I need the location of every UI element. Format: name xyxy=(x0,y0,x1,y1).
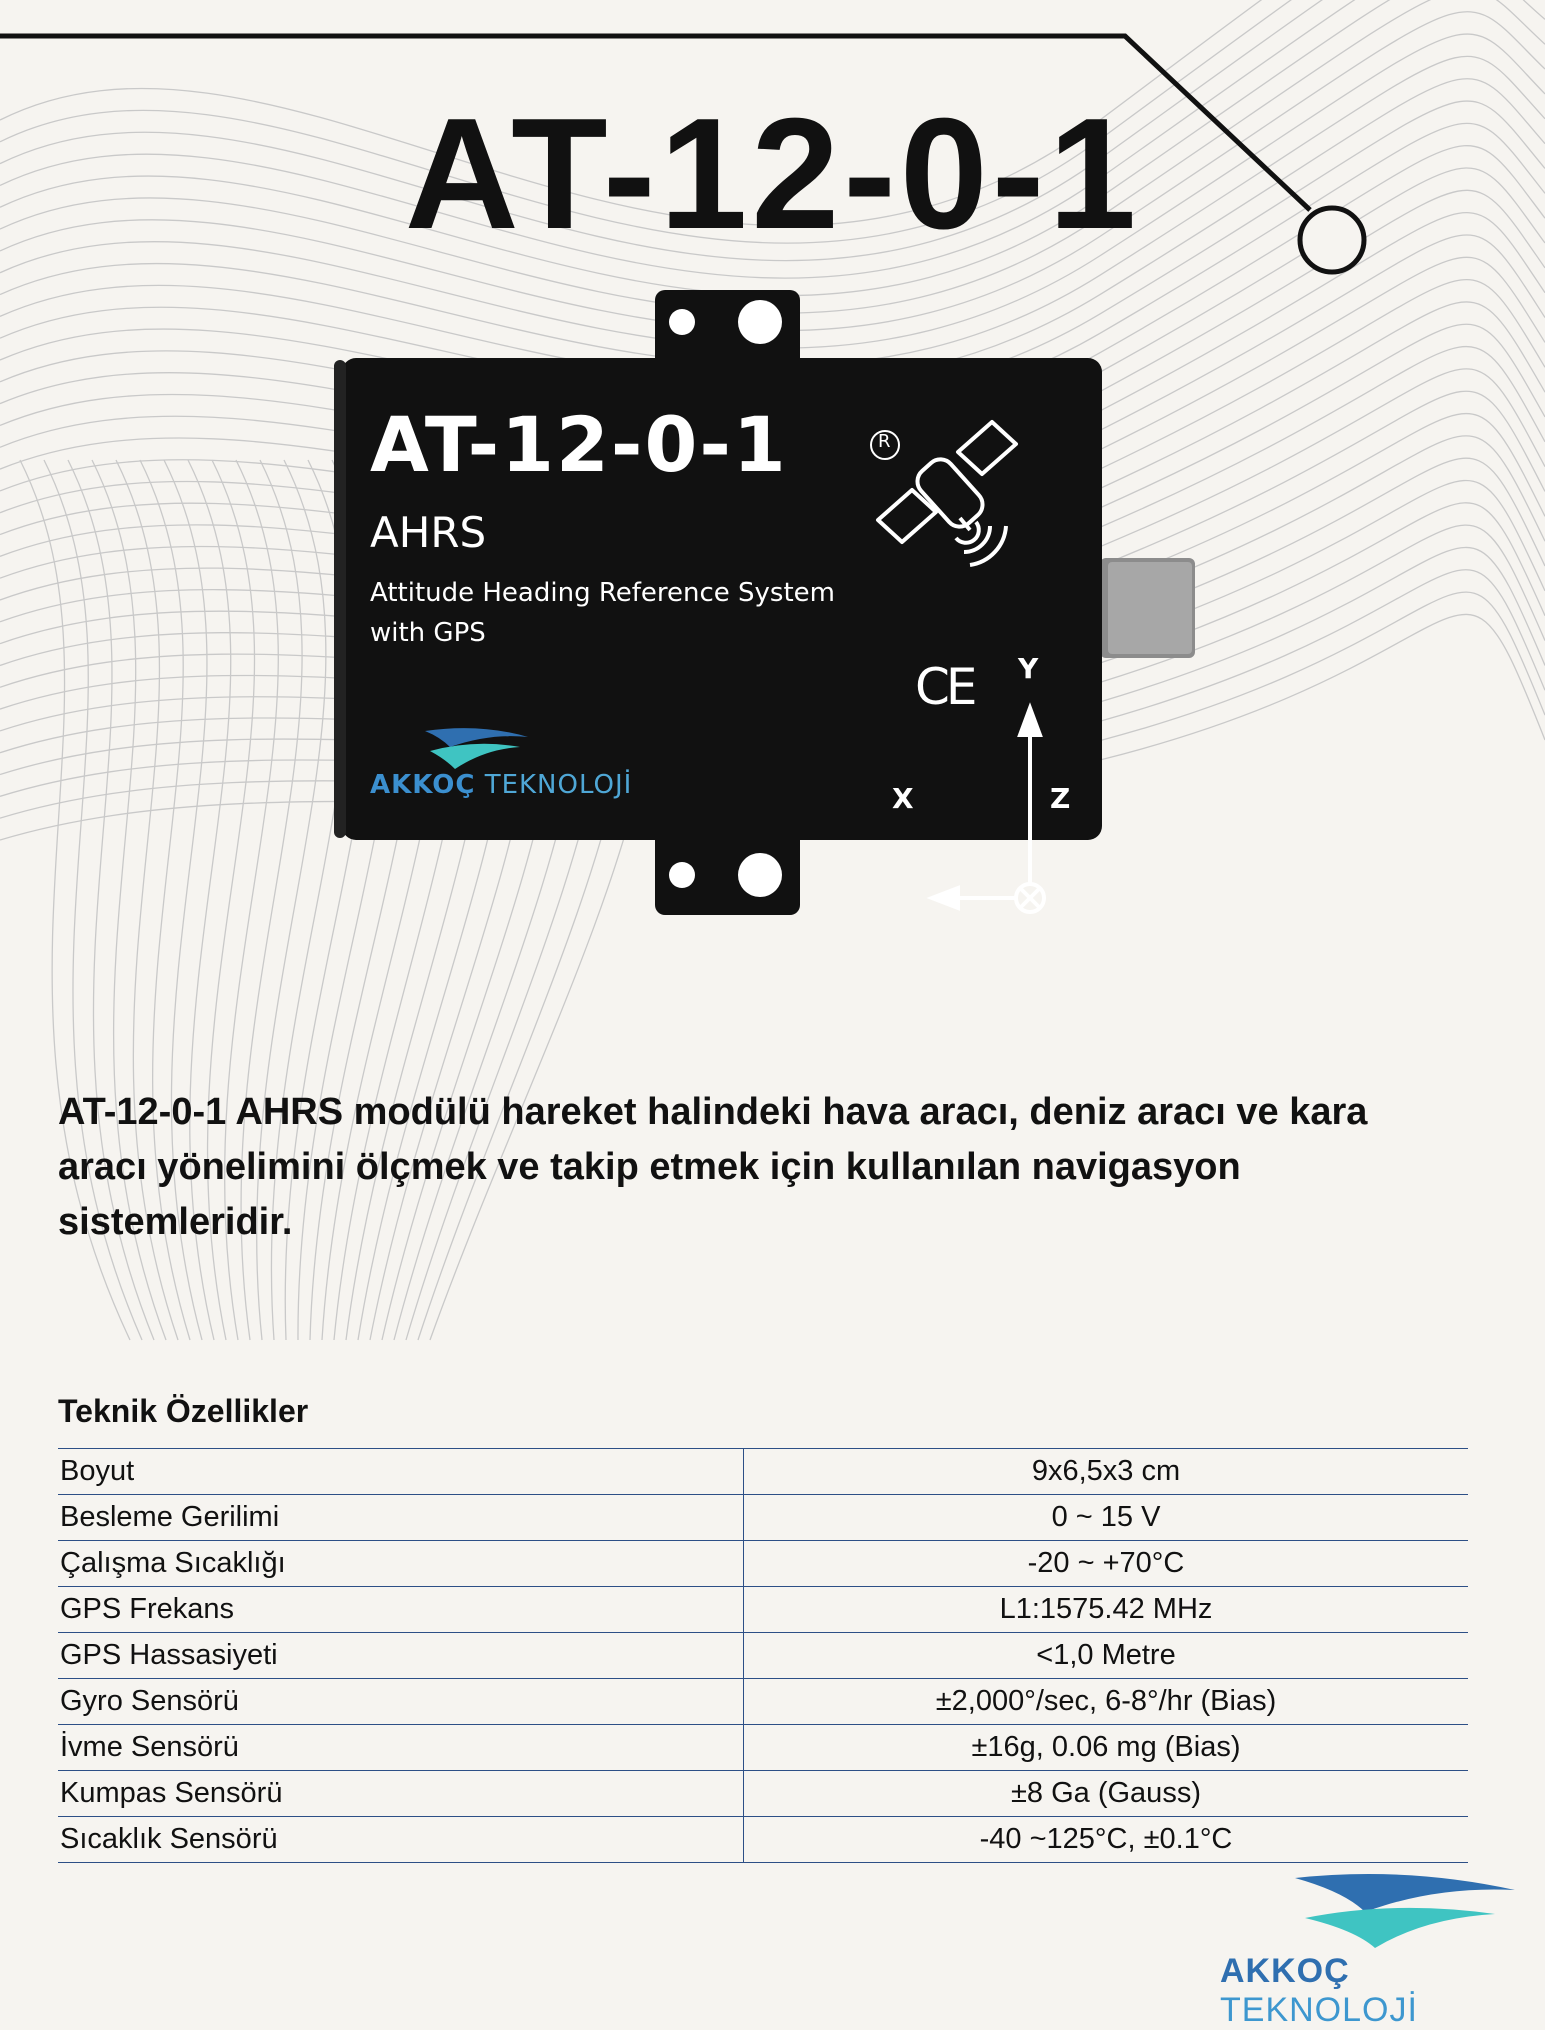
axis-x-label: X xyxy=(892,782,914,815)
table-row xyxy=(58,1541,1468,1587)
table-row xyxy=(58,1817,1468,1863)
spec-label: GPS Frekans xyxy=(58,1587,744,1633)
table-row xyxy=(58,1771,1468,1817)
table-row xyxy=(58,1725,1468,1771)
specs-title: Teknik Özellikler xyxy=(58,1393,309,1429)
satellite-icon xyxy=(870,410,1020,570)
axis-diagram-icon xyxy=(910,680,1140,930)
spec-label: İvme Sensörü xyxy=(58,1725,744,1771)
spec-label: Besleme Gerilimi xyxy=(58,1495,744,1541)
table-row xyxy=(58,1495,1468,1541)
spec-value: -40 ~125°C, ±0.1°C xyxy=(744,1817,1469,1863)
intro-paragraph: AT-12-0-1 AHRS modülü hareket halindeki hava aracı, deniz aracı ve kara aracı yönelimini ölçmek ve takip etmek için kullanılan navigasyon sistemleridir. xyxy=(58,1091,1368,1243)
spec-label: Sıcaklık Sensörü xyxy=(58,1817,744,1863)
spec-label: Çalışma Sıcaklığı xyxy=(58,1541,744,1587)
spec-label: Boyut xyxy=(58,1449,744,1495)
spec-label: Kumpas Sensörü xyxy=(58,1771,744,1817)
table-row xyxy=(58,1679,1468,1725)
table-row xyxy=(58,1587,1468,1633)
spec-value: L1:1575.42 MHz xyxy=(744,1587,1469,1633)
spec-value: -20 ~ +70°C xyxy=(744,1541,1469,1587)
spec-label: GPS Hassasiyeti xyxy=(58,1633,744,1679)
spec-value: 0 ~ 15 V xyxy=(744,1495,1469,1541)
axis-z-label: Z xyxy=(1050,782,1071,815)
ce-mark-icon: CE xyxy=(915,658,974,716)
spec-value: ±16g, 0.06 mg (Bias) xyxy=(744,1725,1469,1771)
page-title: AT-12-0-1 xyxy=(404,86,1141,262)
table-row xyxy=(58,1633,1468,1679)
spec-value: <1,0 Metre xyxy=(744,1633,1469,1679)
specs-table xyxy=(58,1448,1468,1863)
device-model: AT-12-0-1 xyxy=(370,400,788,489)
spec-value: ±2,000°/sec, 6-8°/hr (Bias) xyxy=(744,1679,1469,1725)
device-brand: AKKOÇ TEKNOLOJİ xyxy=(370,770,633,800)
akkoc-logo-icon xyxy=(420,725,530,775)
device-description-2: with GPS xyxy=(370,618,486,648)
spec-value: ±8 Ga (Gauss) xyxy=(744,1771,1469,1817)
spec-label: Gyro Sensörü xyxy=(58,1679,744,1725)
footer-brand: AKKOÇ TEKNOLOJİ xyxy=(1220,1952,1418,2029)
table-row xyxy=(58,1449,1468,1495)
device-image xyxy=(330,290,1210,930)
spec-value: 9x6,5x3 cm xyxy=(744,1449,1469,1495)
registered-mark: R xyxy=(878,431,891,452)
axis-y-label: Y xyxy=(1018,652,1039,685)
device-description: Attitude Heading Reference System xyxy=(370,578,835,608)
device-type: AHRS xyxy=(370,508,487,557)
